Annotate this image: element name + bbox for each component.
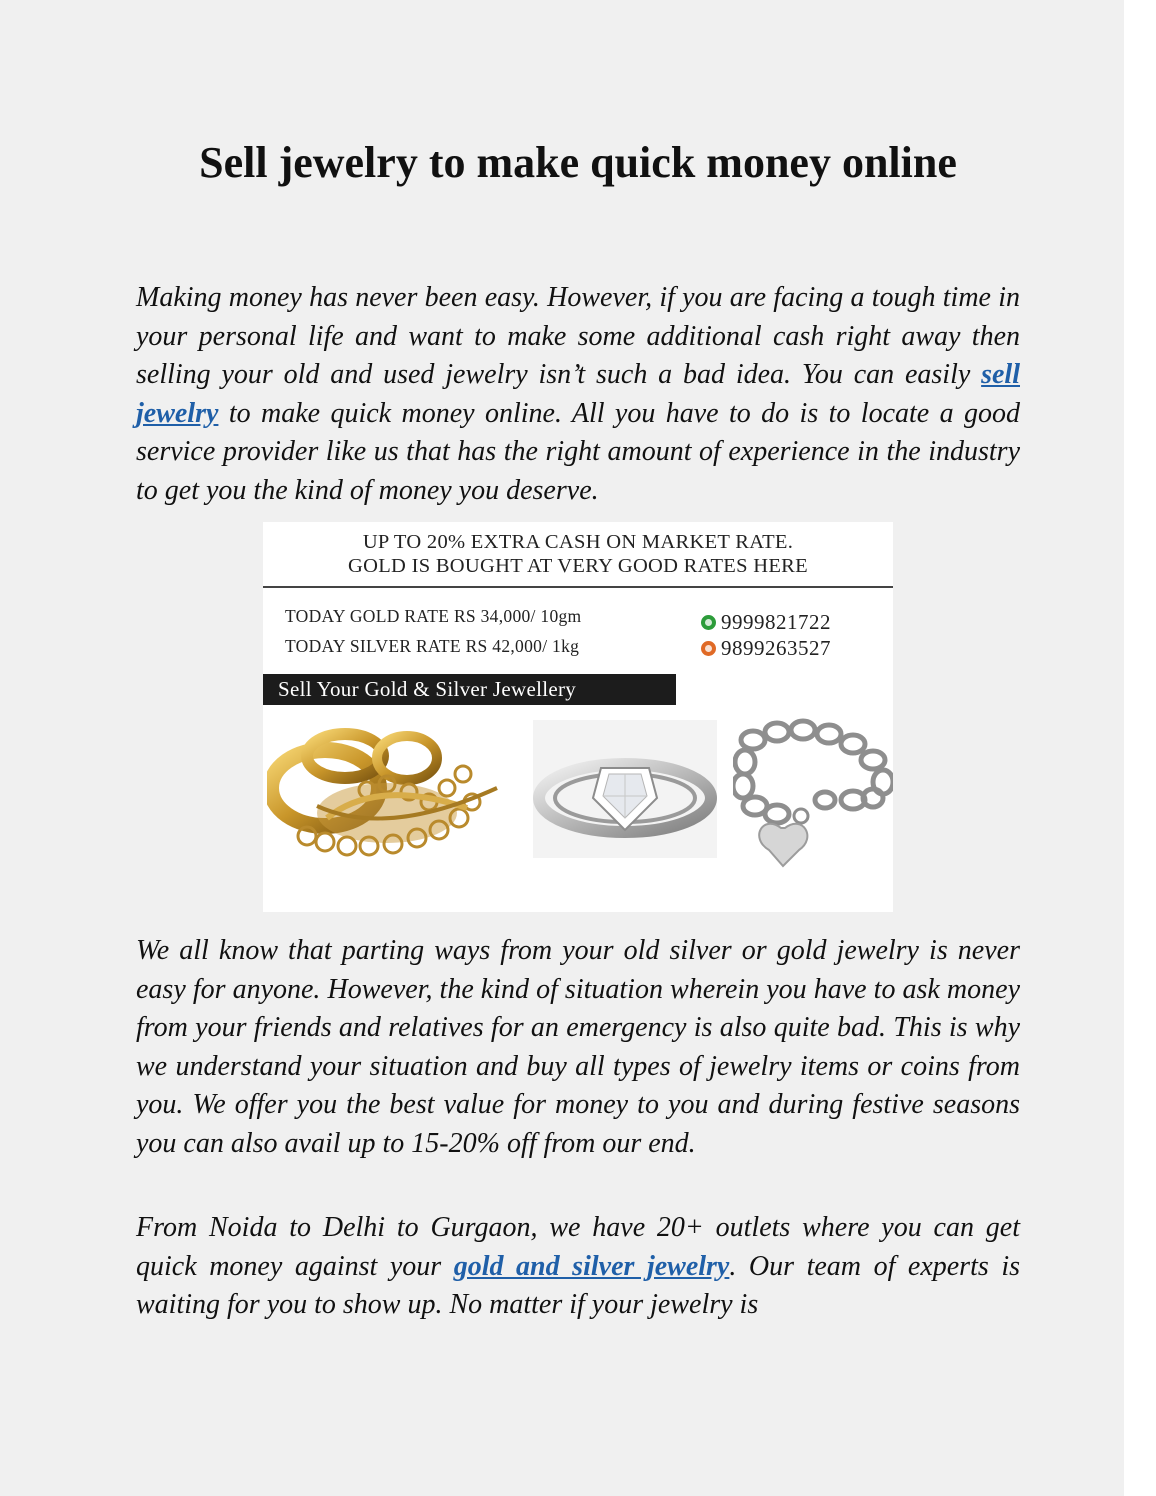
second-paragraph: We all know that parting ways from your old silver or gold jewelry is never easy for anyone. However, the kind of situation wherein you have to ask money from your friends and relatives for an emergency is also quite bad. This is why we understand your situation and buy all types of jewelry items or coins from you. We offer you the best value for money to you and during festive seasons you can also avail up to 15-20% off from our end. xyxy=(136,935,1020,1159)
silver-rate-text: TODAY SILVER RATE RS 42,000/ 1kg xyxy=(285,636,580,656)
page-edge xyxy=(1124,0,1156,1496)
banner-divider xyxy=(263,586,893,588)
intro-text-start: Making money has never been easy. However, if you are facing a tough time in your personal life and want to make some additional cash right away then selling your old and used jewelry isn’t such a bad idea. You can easily xyxy=(136,282,1020,390)
intro-text-end: to make quick money online. All you have to do is to locate a good service provider like us that has the right amount of experience in the industry to get you the kind of money you deserve. xyxy=(136,397,1020,506)
banner-headline xyxy=(263,530,893,578)
sell-jewellery-banner-label: Sell Your Gold & Silver Jewellery xyxy=(263,674,676,705)
phone-number-1: 9999821722 xyxy=(721,610,831,634)
third-text-start: From Noida to Delhi to Gurgaon, we have 20+ outlets where you can get quick money against your xyxy=(136,1212,1020,1282)
banner-headline-line1: UP TO 20% EXTRA CASH ON MARKET RATE. xyxy=(362,531,794,553)
silver-bracelet-image xyxy=(733,718,893,878)
third-text-end: . Our team of experts is waiting for you to show up. No matter if your jewelry is xyxy=(136,1250,1020,1320)
page-title: Sell jewelry to make quick money online xyxy=(199,138,957,187)
gold-jewellery-image xyxy=(267,718,523,868)
banner-headline-line2: GOLD IS BOUGHT AT VERY GOOD RATES HERE xyxy=(348,555,808,577)
diamond-ring-image xyxy=(533,720,717,858)
gold-rate-text: TODAY GOLD RATE RS 34,000/ 10gm xyxy=(285,606,582,626)
third-paragraph xyxy=(136,1209,1020,1325)
intro-paragraph xyxy=(136,279,1020,510)
sell-jewelry-link[interactable]: sell jewelry xyxy=(136,359,1020,429)
promo-banner-image xyxy=(263,522,893,912)
gold-silver-jewelry-link[interactable]: gold and silver jewelry xyxy=(453,1250,730,1282)
phone-number-2: 9899263527 xyxy=(721,636,831,660)
